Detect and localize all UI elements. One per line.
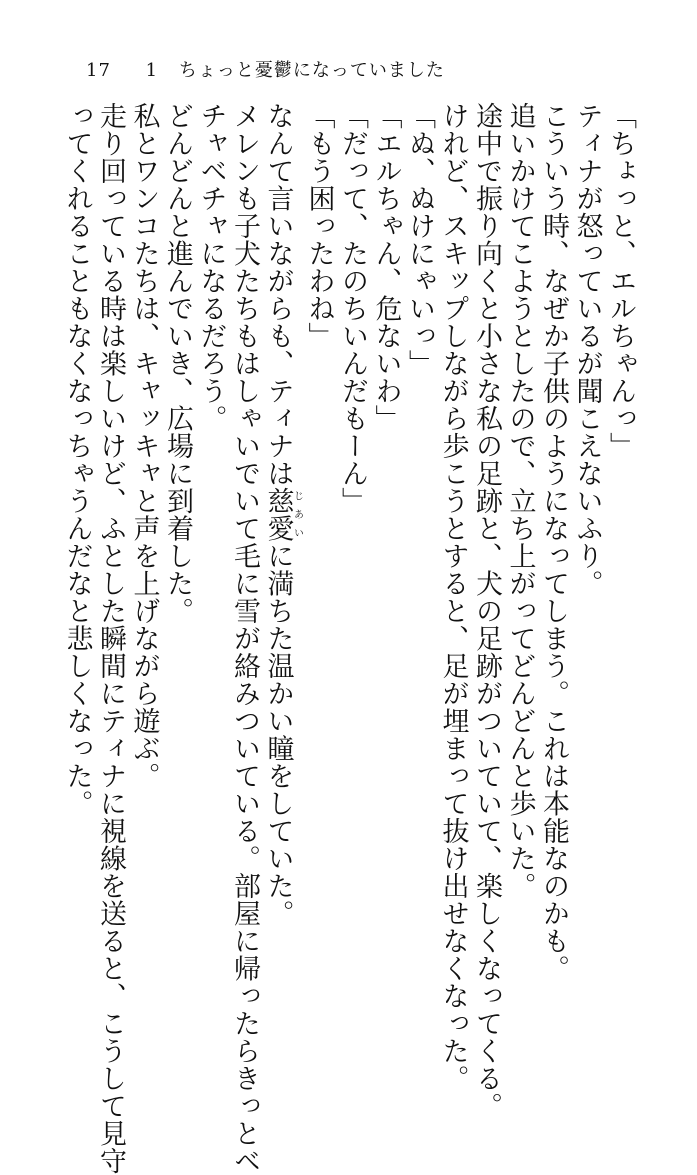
ruby-annotation: [262, 487, 303, 542]
text-line: どんどんと進んでいき、広場に到着した。: [162, 102, 193, 625]
text-line: 走り回っている時は楽しいけど、ふとした瞬間にティナに視線を送ると、こうして見守: [95, 102, 126, 1175]
text-line: 私とワンコたちは、キャッキャと声を上げながら遊ぶ。: [128, 102, 160, 790]
text-line: 「だって、たのちいんだもーん」: [337, 102, 368, 515]
text-line: 「ちょっと、エルちゃんっ」: [605, 102, 636, 460]
body-text: [60, 102, 637, 1175]
chapter-title: ちょっと憂鬱になっていました: [178, 60, 445, 81]
text-segment: に満ちた温かい瞳をしていた。: [262, 542, 294, 927]
text-line: チャベチャになるだろう。: [195, 102, 227, 432]
text-segment: なんて言いながらも、ティナは: [262, 102, 294, 487]
text-line: こういう時、なぜか子供のようになってしまう。これは本能なのかも。: [538, 102, 569, 982]
text-line: 追いかけてこようとしたので、立ち上がってどんどんと歩いた。: [504, 102, 536, 900]
text-line: ってくれることもなくなっちゃうんだなと悲しくなった。: [61, 102, 93, 817]
text-line: ティナが怒っているが聞こえないふり。: [571, 102, 603, 597]
ruby-base: 慈愛: [262, 487, 294, 542]
text-line: 途中で振り向くと小さな私の足跡と、犬の足跡がついていて、楽しくなってくる。: [471, 102, 502, 1120]
running-header: [86, 56, 445, 82]
text-line: 「もう困ったわね」: [303, 102, 335, 350]
text-line: メレンも子犬たちもはしゃいでいて毛に雪が絡みついている。部屋に帰ったらきっとベ: [229, 102, 260, 1175]
ruby-reading: じあい: [291, 487, 303, 542]
text-line: 「エルちゃん、危ないわ」: [370, 102, 402, 432]
chapter-number: 1: [145, 60, 159, 81]
text-line: 「ぬ、ぬけにゃいっ」: [404, 102, 435, 377]
text-line-with-ruby: [261, 102, 302, 982]
text-line: けれど、スキップしながら歩こうとすると、足が埋まって抜け出せなくなった。: [437, 102, 469, 1092]
page-number: 17: [86, 60, 111, 81]
